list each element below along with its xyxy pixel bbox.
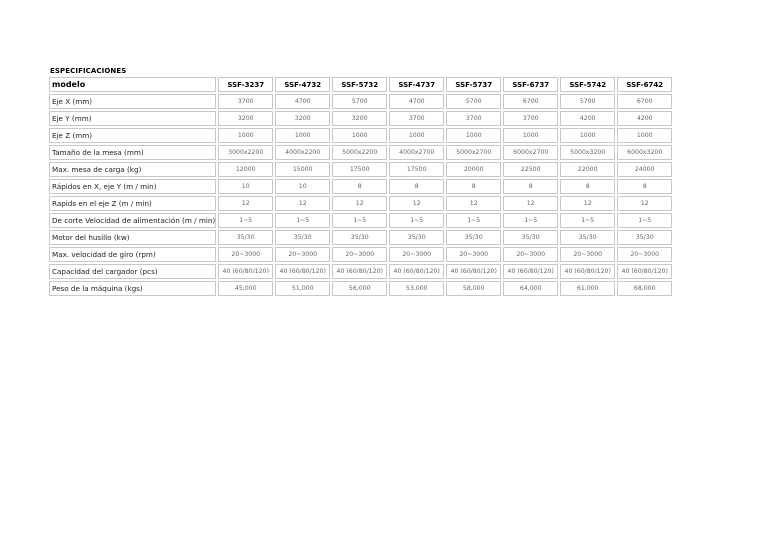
table-row <box>49 281 672 296</box>
table-cell: 68,000 <box>617 281 672 296</box>
specifications-table <box>47 75 674 298</box>
table-cell: 1000 <box>275 128 330 143</box>
table-row <box>49 128 672 143</box>
table-cell: 8 <box>560 179 615 194</box>
table-cell: 35/30 <box>332 230 387 245</box>
table-cell: 40 (60/80/120) <box>275 264 330 279</box>
table-cell: 3000x2200 <box>218 145 273 160</box>
table-row <box>49 264 672 279</box>
table-cell: 3700 <box>446 111 501 126</box>
table-cell: 20~3000 <box>617 247 672 262</box>
row-label: Tamaño de la mesa (mm) <box>49 145 216 160</box>
table-cell: 8 <box>503 179 558 194</box>
model-header: SSF-5732 <box>332 77 387 92</box>
row-label: Eje Y (mm) <box>49 111 216 126</box>
row-label: Capacidad del cargador (pcs) <box>49 264 216 279</box>
table-cell: 35/30 <box>560 230 615 245</box>
table-cell: 40 (60/80/120) <box>446 264 501 279</box>
table-cell: 64,000 <box>503 281 558 296</box>
row-label: Eje Z (mm) <box>49 128 216 143</box>
table-cell: 35/30 <box>218 230 273 245</box>
table-cell: 3700 <box>218 94 273 109</box>
table-cell: 10 <box>218 179 273 194</box>
table-cell: 1~5 <box>617 213 672 228</box>
table-cell: 22000 <box>560 162 615 177</box>
table-cell: 1~5 <box>389 213 444 228</box>
table-cell: 20~3000 <box>560 247 615 262</box>
table-cell: 17500 <box>389 162 444 177</box>
table-cell: 1~5 <box>560 213 615 228</box>
row-label: Motor del husillo (kw) <box>49 230 216 245</box>
table-cell: 3200 <box>332 111 387 126</box>
table-cell: 1000 <box>332 128 387 143</box>
table-cell: 35/30 <box>503 230 558 245</box>
table-cell: 3700 <box>503 111 558 126</box>
model-header: SSF-6737 <box>503 77 558 92</box>
table-cell: 1~5 <box>218 213 273 228</box>
table-cell: 4200 <box>617 111 672 126</box>
table-cell: 12 <box>446 196 501 211</box>
table-cell: 51,000 <box>275 281 330 296</box>
model-header: SSF-5737 <box>446 77 501 92</box>
table-cell: 12 <box>560 196 615 211</box>
table-cell: 12 <box>617 196 672 211</box>
table-cell: 1000 <box>389 128 444 143</box>
table-cell: 1~5 <box>332 213 387 228</box>
table-row <box>49 145 672 160</box>
table-cell: 8 <box>617 179 672 194</box>
table-cell: 1~5 <box>503 213 558 228</box>
row-label: Rápidos en X, eje Y (m / min) <box>49 179 216 194</box>
table-cell: 6000x3200 <box>617 145 672 160</box>
table-cell: 5000x3200 <box>560 145 615 160</box>
table-cell: 35/30 <box>389 230 444 245</box>
model-header: SSF-4732 <box>275 77 330 92</box>
table-cell: 5700 <box>446 94 501 109</box>
table-cell: 1~5 <box>446 213 501 228</box>
table-row <box>49 230 672 245</box>
table-cell: 5700 <box>332 94 387 109</box>
table-row <box>49 179 672 194</box>
table-cell: 1000 <box>617 128 672 143</box>
table-cell: 12 <box>389 196 444 211</box>
table-cell: 15000 <box>275 162 330 177</box>
row-label: Peso de la máquina (kgs) <box>49 281 216 296</box>
table-cell: 6000x2700 <box>503 145 558 160</box>
table-cell: 40 (60/80/120) <box>617 264 672 279</box>
table-cell: 4700 <box>275 94 330 109</box>
table-cell: 35/30 <box>446 230 501 245</box>
table-cell: 53,000 <box>389 281 444 296</box>
row-label: Max. velocidad de giro (rpm) <box>49 247 216 262</box>
table-cell: 40 (60/80/120) <box>332 264 387 279</box>
table-row <box>49 196 672 211</box>
table-cell: 56,000 <box>332 281 387 296</box>
table-cell: 12 <box>332 196 387 211</box>
table-cell: 12 <box>275 196 330 211</box>
table-cell: 61,000 <box>560 281 615 296</box>
table-cell: 12000 <box>218 162 273 177</box>
table-cell: 20~3000 <box>332 247 387 262</box>
table-cell: 24000 <box>617 162 672 177</box>
table-cell: 58,000 <box>446 281 501 296</box>
table-cell: 5700 <box>560 94 615 109</box>
table-cell: 12 <box>503 196 558 211</box>
section-title: ESPECIFICACIONES <box>50 67 127 75</box>
table-cell: 4000x2700 <box>389 145 444 160</box>
table-cell: 8 <box>389 179 444 194</box>
table-cell: 8 <box>446 179 501 194</box>
table-cell: 10 <box>275 179 330 194</box>
table-cell: 45,000 <box>218 281 273 296</box>
table-cell: 3200 <box>275 111 330 126</box>
table-cell: 20~3000 <box>389 247 444 262</box>
table-cell: 1000 <box>503 128 558 143</box>
row-label: Eje X (mm) <box>49 94 216 109</box>
table-cell: 4000x2200 <box>275 145 330 160</box>
table-cell: 1000 <box>560 128 615 143</box>
table-cell: 22500 <box>503 162 558 177</box>
table-cell: 3200 <box>218 111 273 126</box>
table-cell: 20~3000 <box>446 247 501 262</box>
row-label: Rapids en el eje Z (m / min) <box>49 196 216 211</box>
table-cell: 35/30 <box>617 230 672 245</box>
table-cell: 6700 <box>617 94 672 109</box>
table-cell: 20~3000 <box>275 247 330 262</box>
table-row <box>49 213 672 228</box>
table-cell: 1000 <box>446 128 501 143</box>
table-cell: 35/30 <box>275 230 330 245</box>
table-cell: 17500 <box>332 162 387 177</box>
table-cell: 4700 <box>389 94 444 109</box>
row-label: De corte Velocidad de alimentación (m / min) <box>49 213 216 228</box>
header-label: modelo <box>49 77 216 92</box>
table-cell: 4200 <box>560 111 615 126</box>
table-cell: 20000 <box>446 162 501 177</box>
table-cell: 40 (60/80/120) <box>560 264 615 279</box>
table-cell: 5000x2700 <box>446 145 501 160</box>
table-row <box>49 111 672 126</box>
table-cell: 40 (60/80/120) <box>218 264 273 279</box>
table-cell: 12 <box>218 196 273 211</box>
table-cell: 20~3000 <box>503 247 558 262</box>
table-cell: 20~3000 <box>218 247 273 262</box>
table-row <box>49 94 672 109</box>
table-cell: 8 <box>332 179 387 194</box>
table-header-row <box>49 77 672 92</box>
table-cell: 5000x2200 <box>332 145 387 160</box>
table-cell: 40 (60/80/120) <box>389 264 444 279</box>
table-cell: 1~5 <box>275 213 330 228</box>
row-label: Max. mesa de carga (kg) <box>49 162 216 177</box>
table-cell: 1000 <box>218 128 273 143</box>
table-row <box>49 162 672 177</box>
table-cell: 6700 <box>503 94 558 109</box>
model-header: SSF-5742 <box>560 77 615 92</box>
model-header: SSF-3237 <box>218 77 273 92</box>
model-header: SSF-6742 <box>617 77 672 92</box>
model-header: SSF-4737 <box>389 77 444 92</box>
table-cell: 40 (60/80/120) <box>503 264 558 279</box>
table-row <box>49 247 672 262</box>
table-cell: 3700 <box>389 111 444 126</box>
